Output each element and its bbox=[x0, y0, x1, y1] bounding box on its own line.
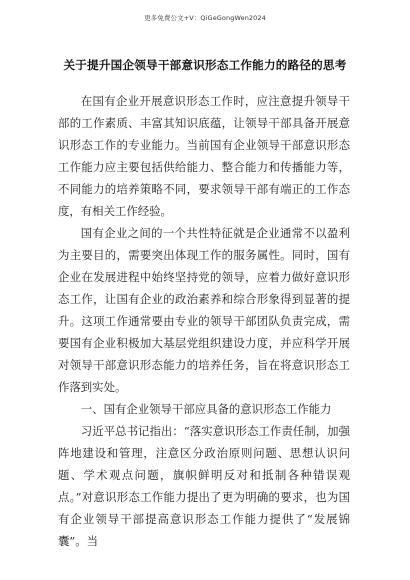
section-paragraph: 习近平总书记指出：“落实意识形态工作责任制，加强阵地建设和管理，注意区分政治原则问题、思想认识问题、学术观点问题，旗帜鲜明反对和抵制各种错误观点。”对意识形态工作能力提出了更为明确的要求，也为国有企业领导干部提高意识形态工作能力提供了“发展锦囊”。当 bbox=[58, 424, 350, 548]
document-title: 关于提升国企领导干部意识形态工作能力的路径的思考 bbox=[63, 58, 347, 72]
paragraph-1: 在国有企业开展意识形态工作时，应注意提升领导干部的工作素质、丰富其知识底蕴，让领导干部具备开展意识形态工作的专业能力。当前国有企业领导干部意识形态工作能力应主要包括供给能力、整合能力和传播能力等，不同能力的培养策略不同，要求领导干部有端正的工作态度，有相关工作经验。 bbox=[58, 94, 350, 218]
document-body bbox=[58, 90, 350, 552]
paragraph-2: 国有企业之间的一个共性特征就是企业通常不以盈利为主要目的，需要突出体现工作的服务属性。同时，国有企业在发展进程中始终坚持党的领导，应着力做好意识形态工作，让国有企业的政治素养和综合形象得到显著的提升。这项工作通常要由专业的领导干部团队负责完成，需要国有企业积极加大基层党组织建设力度，并应科学开展对领导干部意识形态能力的培养任务，旨在将意识形态工作落到实处。 bbox=[58, 226, 350, 394]
section-heading: 一、国有企业领导干部应具备的意识形态工作能力 bbox=[80, 402, 332, 416]
header-note: 更多免费公文+V：QiGeGongWen2024 bbox=[144, 14, 266, 22]
